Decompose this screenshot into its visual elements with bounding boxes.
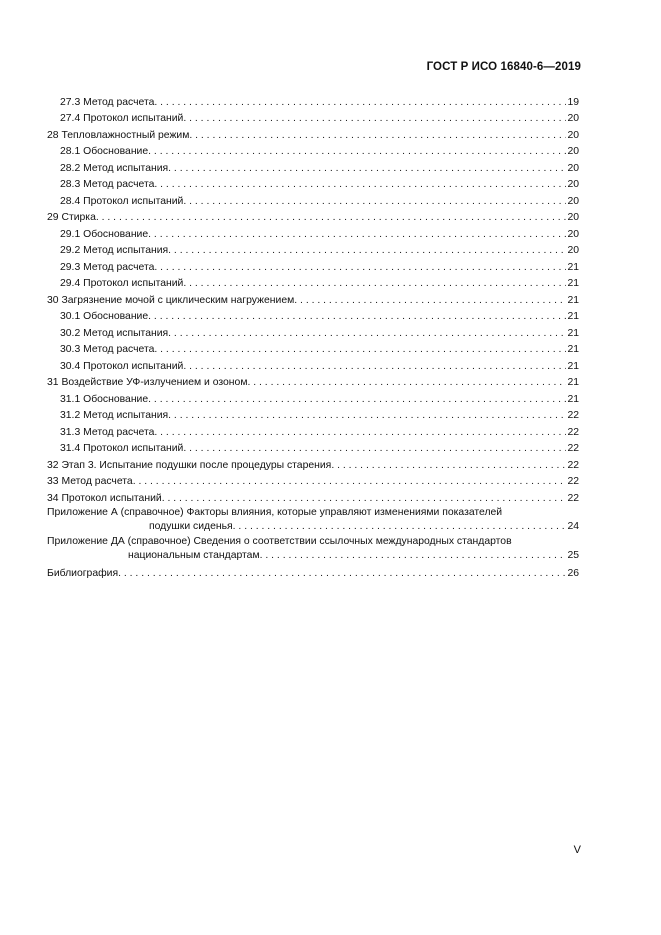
dot-leader: [189, 129, 566, 142]
toc-entry: [47, 191, 579, 208]
toc-entry-label: 28.2 Метод испытания: [60, 162, 169, 174]
toc-entry-page: 21: [567, 278, 579, 289]
dot-leader: [168, 244, 566, 257]
dot-leader: [148, 228, 566, 241]
toc-entry: [47, 257, 579, 274]
toc-entry-label: 31.2 Метод испытания: [60, 410, 169, 421]
dot-leader: [154, 343, 566, 356]
dot-leader: [118, 567, 566, 580]
dot-leader: [247, 376, 566, 389]
dot-leader: [148, 310, 566, 323]
toc-entry: [47, 455, 579, 472]
toc-entry: [47, 109, 579, 126]
toc-entry-label: 29.4 Протокол испытаний: [60, 278, 184, 289]
toc-entry: [47, 472, 579, 489]
toc-entry-label: 28.4 Протокол испытаний: [60, 195, 184, 207]
dot-leader: [154, 96, 566, 109]
toc-entry-label: 30.2 Метод испытания: [60, 327, 169, 339]
toc-entry-page: 20: [567, 146, 579, 157]
toc-entry-appendix-a: [47, 506, 579, 533]
toc-entry: [47, 158, 579, 175]
toc-entry-label-continued: национальным стандартам: [128, 549, 260, 561]
toc-entry: [47, 389, 579, 406]
dot-leader: [133, 475, 567, 488]
toc-entry-label: 30.4 Протокол испытаний: [60, 360, 184, 372]
toc-entry: [47, 224, 579, 241]
dot-leader: [183, 112, 566, 125]
toc-entry-page: 20: [567, 179, 579, 190]
toc-entry-bibliography: [47, 564, 579, 581]
toc-entry-page: 21: [567, 261, 579, 273]
dot-leader: [168, 409, 566, 422]
dot-leader: [183, 442, 566, 455]
toc-entry-label: 29.1 Обоснование: [60, 228, 149, 240]
toc-entry-label: 27.3 Метод расчета: [60, 96, 155, 108]
toc-entry-page: 22: [567, 476, 579, 487]
dot-leader: [96, 211, 567, 224]
toc-entry-page: 20: [567, 245, 579, 256]
dot-leader: [168, 327, 566, 340]
toc-entry: [47, 274, 579, 291]
page-number: V: [573, 844, 581, 856]
toc-entry: [47, 125, 579, 142]
toc-entry-label: 28.1 Обоснование: [60, 146, 149, 157]
toc-entry-page: 21: [567, 393, 579, 405]
dot-leader: [183, 195, 566, 208]
toc-entry-page: 24: [567, 520, 579, 532]
toc-entry-label: 34 Протокол испытаний: [47, 492, 162, 504]
dot-leader: [148, 393, 566, 406]
toc-entry-label: 28.3 Метод расчета: [60, 179, 155, 190]
toc-entry-label: 30.3 Метод расчета: [60, 344, 155, 355]
toc-entry-page: 20: [567, 195, 579, 207]
toc-entry: [47, 208, 579, 225]
toc-entry: [47, 307, 579, 324]
toc-entry-page: 21: [567, 360, 579, 372]
toc-entry-page: 20: [567, 212, 579, 223]
toc-entry-label: 31.3 Метод расчета: [60, 426, 155, 438]
toc-entry: [47, 340, 579, 357]
toc-entry-label: 30.1 Обоснование: [60, 311, 149, 322]
toc-entry: [47, 323, 579, 340]
dot-leader: [148, 145, 566, 158]
toc-entry-page: 21: [567, 344, 579, 355]
toc-entry-label: Приложение ДА (справочное) Сведения о соответствии ссылочных международных стандартов: [47, 535, 512, 547]
toc-entry: [47, 175, 579, 192]
toc-entry-page: 20: [567, 113, 579, 124]
toc-entry-page: 19: [567, 96, 579, 108]
dot-leader: [260, 549, 567, 562]
dot-leader: [162, 492, 567, 505]
toc-entry-label: 31.1 Обоснование: [60, 393, 149, 405]
toc-entry-label: 32 Этап 3. Испытание подушки после процедуры старения: [47, 459, 332, 471]
toc-entry: [47, 241, 579, 258]
toc-entry-label: 27.4 Протокол испытаний: [60, 113, 184, 124]
toc-entry: [47, 356, 579, 373]
toc-entry-page: 25: [567, 549, 579, 561]
toc-entry-label: 29.2 Метод испытания: [60, 245, 169, 256]
document-header: ГОСТ Р ИСО 16840-6—2019: [426, 61, 581, 73]
toc-entry-label: 29 Стирка: [47, 212, 96, 223]
dot-leader: [154, 426, 566, 439]
table-of-contents: [47, 92, 579, 580]
toc-entry-label: Приложение А (справочное) Факторы влияния, которые управляют изменениями показателей: [47, 506, 503, 518]
toc-entry-page: 21: [567, 377, 579, 388]
toc-entry-page: 20: [567, 228, 579, 240]
toc-entry-label: 29.3 Метод расчета: [60, 261, 155, 273]
dot-leader: [183, 277, 566, 290]
toc-entry: [47, 92, 579, 109]
toc-entry: [47, 290, 579, 307]
toc-entry-appendix-da: [47, 535, 579, 562]
dot-leader: [154, 261, 566, 274]
toc-entry-label: 28 Тепловлажностный режим: [47, 129, 190, 141]
toc-entry-page: 20: [567, 129, 579, 141]
toc-entry-label: Библиография: [47, 568, 119, 579]
toc-entry: [47, 488, 579, 505]
toc-entry-label: 33 Метод расчета: [47, 476, 133, 487]
toc-entry-page: 26: [567, 568, 579, 579]
toc-entry-page: 21: [567, 311, 579, 322]
toc-entry: [47, 422, 579, 439]
dot-leader: [294, 294, 566, 307]
toc-entry: [47, 373, 579, 390]
toc-entry-page: 22: [567, 426, 579, 438]
dot-leader: [331, 459, 566, 472]
toc-entry: [47, 439, 579, 456]
dot-leader: [233, 520, 567, 533]
toc-entry-page: 20: [567, 162, 579, 174]
toc-entry-page: 22: [567, 443, 579, 454]
toc-entry: [47, 406, 579, 423]
toc-entry-page: 22: [567, 492, 579, 504]
dot-leader: [183, 360, 566, 373]
toc-entry-label: 31 Воздействие УФ-излучением и озоном: [47, 377, 248, 388]
toc-entry-page: 22: [567, 459, 579, 471]
dot-leader: [168, 162, 566, 175]
dot-leader: [154, 178, 566, 191]
toc-entry-page: 21: [567, 327, 579, 339]
toc-entry-label-continued: подушки сиденья: [149, 520, 233, 532]
toc-entry-page: 22: [567, 410, 579, 421]
toc-entry-label: 31.4 Протокол испытаний: [60, 443, 184, 454]
toc-entry: [47, 142, 579, 159]
toc-entry-label: 30 Загрязнение мочой с циклическим нагружением: [47, 294, 295, 306]
toc-entry-page: 21: [567, 294, 579, 306]
